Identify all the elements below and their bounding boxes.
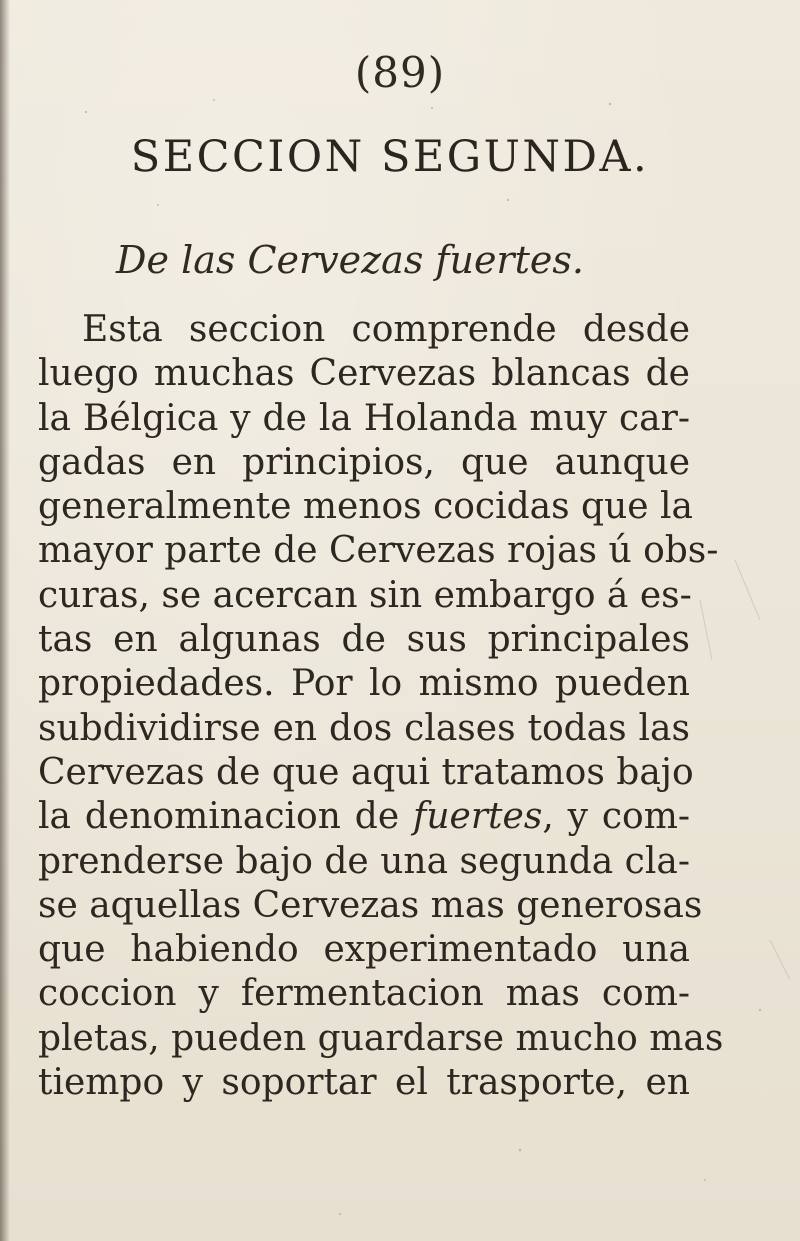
text-line-segment: Esta seccion comprende desde: [82, 309, 690, 350]
text-line: [38, 1017, 724, 1061]
text-line-segment: gadas en principios, que aunque: [38, 441, 690, 483]
text-line: [38, 707, 690, 751]
text-line: [38, 352, 690, 396]
text-line: [38, 751, 694, 795]
text-line: [38, 928, 690, 972]
text-line: [38, 529, 719, 573]
text-line-segment: mayor parte de Cervezas rojas ú obs-: [38, 530, 719, 572]
text-line-segment: luego muchas Cervezas blancas de: [38, 353, 690, 395]
body-paragraph: [38, 308, 724, 1105]
text-line: [38, 397, 690, 441]
text-line: [38, 441, 690, 485]
text-line-segment: curas, se acercan sin embargo á es-: [38, 574, 692, 616]
text-line-segment: prenderse bajo de una segunda cla-: [38, 840, 690, 882]
text-line: [38, 884, 703, 928]
text-line-segment: subdividirse en dos clases todas las: [38, 707, 690, 749]
text-line: [38, 662, 690, 706]
text-line-segment: pletas, pueden guardarse mucho mas: [38, 1017, 724, 1059]
text-line-segment: tiempo y soportar el trasporte, en: [38, 1062, 690, 1104]
text-line: [38, 574, 690, 618]
text-line-segment: que habiendo experimentado una: [38, 929, 690, 971]
text-line-segment: se aquellas Cervezas mas generosas: [38, 884, 703, 926]
text-line: [38, 795, 690, 839]
section-subtitle: De las Cervezas fuertes.: [116, 238, 584, 282]
italic-term: fuertes: [413, 796, 543, 838]
text-line-segment: tas en algunas de sus principales: [38, 619, 690, 661]
text-line: [38, 308, 690, 352]
text-line-segment: la denominacion de: [38, 796, 414, 838]
text-line-segment: propiedades. Por lo mismo pueden: [38, 663, 690, 705]
text-line-segment: , y com-: [542, 796, 690, 838]
text-line-segment: generalmente menos cocidas que la: [38, 486, 693, 528]
page-number: (89): [354, 48, 446, 97]
text-line-segment: coccion y fermentacion mas com-: [38, 973, 690, 1015]
text-line: [38, 485, 693, 529]
text-line-segment: la Bélgica y de la Holanda muy car-: [38, 397, 690, 439]
text-line: [38, 1061, 690, 1105]
text-line: [38, 972, 690, 1016]
text-line: [38, 618, 690, 662]
text-line-segment: Cervezas de que aqui tratamos bajo: [38, 751, 694, 793]
text-line: [38, 840, 690, 884]
section-title: SECCION SEGUNDA.: [130, 132, 650, 182]
binding-shadow: [0, 0, 10, 1241]
